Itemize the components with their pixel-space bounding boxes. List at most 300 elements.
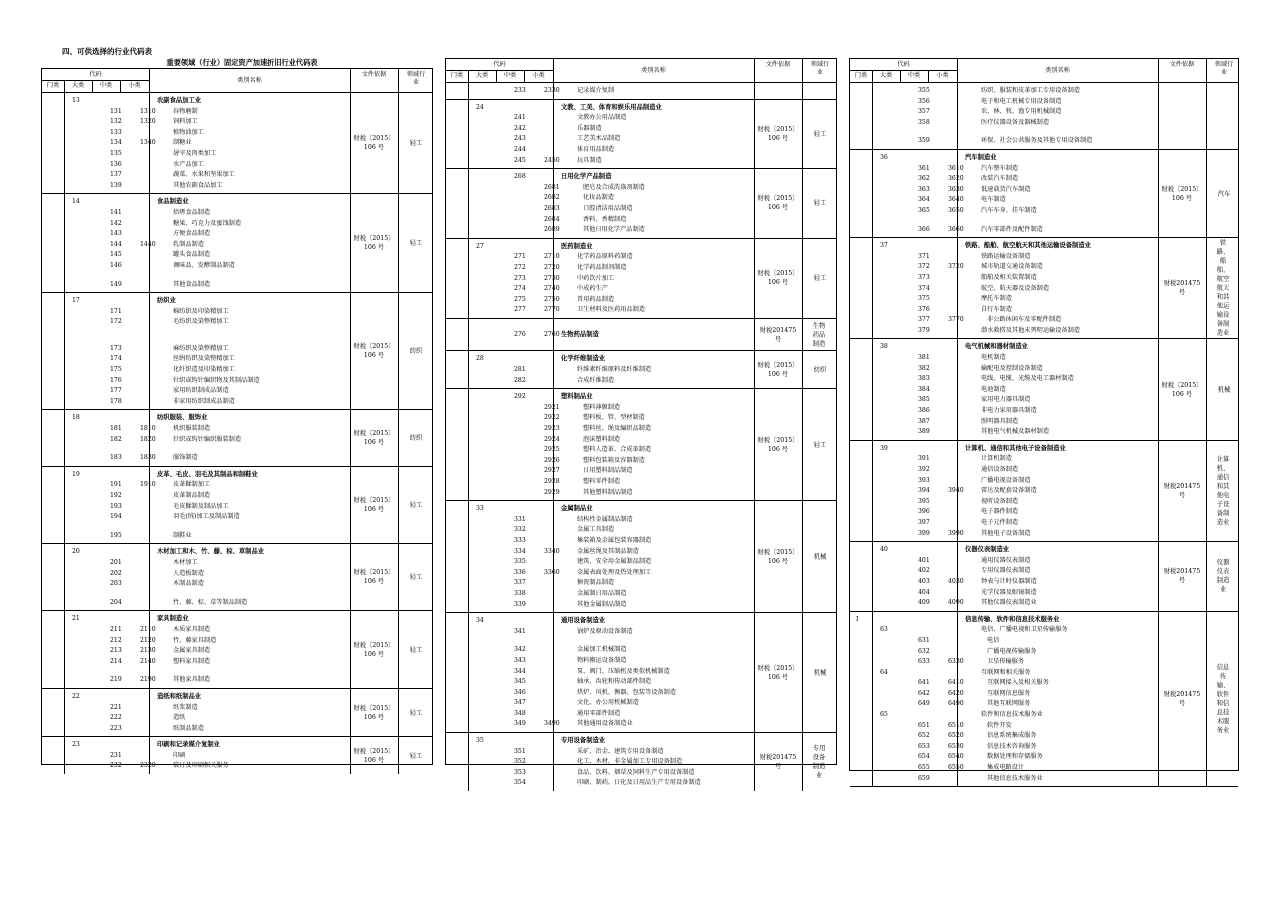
- table-row: [446, 86, 836, 97]
- code-xiao: 2922: [544, 414, 560, 422]
- file-basis: 财税〔2015〕106 号: [757, 436, 799, 453]
- code-table-panel-3: [849, 58, 1239, 782]
- category-name: 医疗仪器设备及器械制造: [981, 118, 1050, 126]
- file-basis: 财税〔2015〕106 号: [353, 569, 395, 586]
- code-xiao: 1440: [140, 240, 156, 248]
- category-name: 日用化学产品制造: [561, 173, 612, 181]
- category-name: 锅炉及原动设备制造: [577, 627, 633, 635]
- file-basis: 财税〔2015〕106 号: [353, 343, 395, 360]
- code-xiao: 6490: [948, 700, 964, 708]
- category-name: 塑料零件制造: [583, 478, 621, 485]
- code-da: 19: [72, 470, 80, 478]
- table-row: [850, 625, 1238, 636]
- code-xiao: 1910: [140, 481, 156, 489]
- category-name: 计算机、通信和其他电子设备制造业: [965, 444, 1066, 452]
- category-name: 采矿、冶金、建筑专用设备制造: [577, 747, 664, 755]
- code-xiao: 1310: [140, 107, 156, 115]
- code-zhong: 397: [918, 518, 930, 526]
- header-code: 代码: [897, 61, 910, 68]
- table-row: [42, 724, 432, 735]
- table-row: [850, 636, 1238, 647]
- category-name: 竹、藤、棕、草等制品制造: [173, 598, 248, 606]
- code-zhong: 211: [110, 625, 122, 633]
- code-zhong: 349: [514, 720, 526, 728]
- code-zhong: 371: [918, 252, 930, 260]
- table-row: [42, 317, 432, 328]
- category-name: 谷物磨制: [173, 107, 198, 115]
- category-name: 电信: [987, 636, 1000, 644]
- category-name: 汽车整车制造: [981, 164, 1019, 172]
- code-zhong: 381: [918, 354, 930, 362]
- code-zhong: 141: [110, 208, 122, 216]
- code-xiao: 2760: [544, 330, 560, 338]
- table-row: [850, 518, 1238, 529]
- code-zhong: 219: [110, 676, 122, 684]
- code-da: 24: [476, 103, 484, 111]
- table-header: [850, 59, 1238, 83]
- category-name: 机织服装制造: [173, 425, 211, 433]
- category-name: 农、林、牧、渔专用机械制造: [981, 108, 1062, 116]
- code-xiao: 1320: [140, 118, 156, 126]
- category-name: 光学仪器及眼镜制造: [981, 588, 1037, 596]
- table-row: [42, 675, 432, 686]
- code-zhong: 273: [514, 274, 526, 282]
- table-row: [446, 456, 836, 467]
- table-row: [850, 107, 1238, 118]
- category-name: 改装汽车制造: [981, 175, 1019, 183]
- code-xiao: 2924: [544, 435, 560, 443]
- table-row: [42, 547, 432, 558]
- industry-field: 铁路、船舶、航空航天和其他运输设备制造业: [1216, 239, 1230, 337]
- category-name: 搪瓷制品制造: [577, 579, 615, 587]
- code-xiao: 1810: [140, 425, 156, 433]
- category-name: 其他塑料制品制造: [583, 488, 633, 496]
- table-row: [850, 97, 1238, 108]
- code-da: 21: [72, 615, 80, 623]
- table-row: [850, 118, 1238, 129]
- code-xiao: 2730: [544, 274, 560, 282]
- code-zhong: 203: [110, 580, 122, 588]
- industry-field: 轻工: [813, 130, 827, 138]
- industry-field: 轻工: [813, 199, 827, 207]
- table-row: [42, 531, 432, 542]
- code-zhong: 395: [918, 497, 930, 505]
- category-name: 麻纺织及染整精加工: [173, 344, 229, 352]
- table-row: [446, 424, 836, 435]
- code-xiao: 2320: [140, 762, 156, 770]
- table-row: [446, 688, 836, 699]
- header-name: 类别名称: [641, 67, 666, 74]
- code-da: 20: [72, 548, 80, 556]
- table-row: [850, 444, 1238, 455]
- code-zhong: 137: [110, 171, 122, 179]
- code-zhong: 649: [918, 700, 930, 708]
- category-name: 饲料加工: [173, 118, 198, 126]
- category-name: 集成电路设计: [987, 764, 1025, 772]
- category-name: 非公路休闲车及零配件制造: [987, 316, 1062, 324]
- industry-field: 纺织: [409, 434, 423, 442]
- category-name: 金属加工机械制造: [577, 646, 627, 654]
- category-name: 造纸: [173, 714, 186, 722]
- code-zhong: 143: [110, 230, 122, 238]
- code-zhong: 214: [110, 657, 122, 665]
- table-row: [42, 376, 432, 387]
- table-row: [42, 397, 432, 408]
- file-basis: 财税201475 号: [759, 754, 797, 771]
- code-xiao: 2130: [140, 647, 156, 655]
- code-zhong: 222: [110, 714, 122, 722]
- category-name: 摩托车制造: [981, 295, 1012, 303]
- category-name: 其他电子设备制造: [981, 529, 1031, 537]
- table-row: [42, 160, 432, 171]
- table-row: [850, 86, 1238, 97]
- code-zhong: 337: [514, 579, 526, 587]
- category-name: 金属工具制造: [577, 526, 615, 534]
- table-row: [42, 197, 432, 208]
- table-row: [42, 96, 432, 107]
- file-basis: 财税〔2015〕106 号: [1161, 381, 1203, 398]
- code-zhong: 376: [918, 305, 930, 313]
- code-xiao: 2927: [544, 467, 560, 475]
- code-zhong: 651: [918, 721, 930, 729]
- code-xiao: 6330: [948, 658, 964, 666]
- category-name: 轴承、齿轮和传动部件制造: [577, 678, 652, 686]
- code-table-panel-2: [445, 58, 837, 787]
- category-name: 输配电及控制设备制造: [981, 364, 1043, 372]
- table-row: [446, 719, 836, 730]
- code-zhong: 344: [514, 667, 526, 675]
- category-name: 广播电视传输服务: [987, 647, 1037, 655]
- code-zhong: 183: [110, 454, 122, 462]
- file-basis: 财税〔2015〕106 号: [757, 664, 799, 681]
- category-name: 仪器仪表制造业: [965, 546, 1010, 554]
- code-zhong: 339: [514, 600, 526, 608]
- code-zhong: 389: [918, 428, 930, 436]
- category-name: 电信、广播电视和卫星传输服务: [981, 626, 1068, 634]
- category-name: 兽用药品制造: [577, 295, 615, 303]
- code-zhong: 242: [514, 124, 526, 132]
- category-name: 电线、电缆、光缆及电工器材制造: [981, 375, 1074, 383]
- category-name: 木制品制造: [173, 580, 204, 588]
- category-name: 电子器件制造: [981, 508, 1019, 516]
- industry-group: [42, 737, 432, 774]
- file-basis: 财税〔2015〕106 号: [1161, 185, 1203, 202]
- category-name: 其他互联网服务: [987, 700, 1031, 708]
- code-zhong: 292: [514, 393, 526, 401]
- code-zhong: 659: [918, 774, 930, 782]
- code-zhong: 409: [918, 599, 930, 607]
- table-row: [446, 736, 836, 747]
- code-xiao: 2120: [140, 636, 156, 644]
- industry-group: [446, 389, 836, 501]
- code-da: 64: [880, 668, 888, 676]
- category-name: 化纤织造及印染精加工: [173, 366, 235, 374]
- code-zhong: 353: [514, 768, 526, 776]
- code-zhong: 343: [514, 656, 526, 664]
- file-basis: 财税〔2015〕106 号: [353, 135, 395, 152]
- code-xiao: 3490: [544, 720, 560, 728]
- code-zhong: 385: [918, 396, 930, 404]
- table-row: [446, 536, 836, 547]
- table-row: [446, 403, 836, 414]
- category-name: 服饰制造: [173, 454, 198, 462]
- industry-group: [446, 169, 836, 239]
- industry-group: [850, 339, 1238, 440]
- category-name: 建筑、安全用金属制品制造: [577, 558, 652, 566]
- code-zhong: 232: [110, 762, 122, 770]
- code-zhong: 393: [918, 476, 930, 484]
- table-row: [850, 136, 1238, 147]
- header-men: 门类: [854, 72, 868, 79]
- category-name: 环保、社会公共服务及其他专用设备制造: [981, 137, 1093, 145]
- code-zhong: 346: [514, 688, 526, 696]
- code-zhong: 245: [514, 156, 526, 164]
- code-zhong: 363: [918, 185, 930, 193]
- code-da: 14: [72, 198, 80, 206]
- industry-group: [42, 467, 432, 545]
- code-da: 40: [880, 546, 888, 554]
- code-zhong: 354: [514, 779, 526, 787]
- category-name: 金属制品业: [561, 505, 593, 513]
- category-name: 软件开发: [987, 721, 1012, 729]
- table-row: [446, 225, 836, 236]
- category-name: 其他电气机械及器材制造: [981, 428, 1050, 436]
- industry-group: [446, 613, 836, 733]
- code-zhong: 341: [514, 627, 526, 635]
- category-name: 金属家具制造: [173, 647, 211, 655]
- table-row: [446, 145, 836, 156]
- category-name: 塑料板、管、型材制造: [583, 414, 645, 422]
- code-xiao: 4030: [948, 577, 964, 585]
- table-row: [850, 647, 1238, 658]
- category-name: 食品制造业: [157, 198, 189, 206]
- category-name: 纤维素纤维原料及纤维制造: [577, 366, 652, 374]
- table-row: [42, 625, 432, 636]
- code-xiao: 3620: [948, 175, 964, 183]
- category-name: 乐器制造: [577, 124, 602, 132]
- code-zhong: 384: [918, 385, 930, 393]
- table-row: [42, 413, 432, 424]
- industry-group: [42, 194, 432, 293]
- table-row: [42, 296, 432, 307]
- code-xiao: 3940: [948, 487, 964, 495]
- code-zhong: 392: [918, 466, 930, 473]
- file-basis: 财税201475 号: [1163, 690, 1201, 707]
- category-name: 水产品加工: [173, 160, 204, 168]
- code-da: 13: [72, 97, 80, 104]
- header-code: 代码: [89, 71, 102, 78]
- category-name: 塑料制品业: [561, 393, 593, 401]
- category-name: 蔬菜、水果和坚果加工: [173, 171, 235, 179]
- code-xiao: 2923: [544, 425, 560, 433]
- industry-group: [42, 689, 432, 737]
- table-row: [850, 731, 1238, 742]
- category-name: 竹、藤家具制造: [173, 636, 217, 644]
- industry-group: [446, 351, 836, 389]
- category-name: 卫生材料及医药用品制造: [577, 306, 646, 314]
- industry-group: [850, 441, 1238, 542]
- code-zhong: 375: [918, 295, 930, 303]
- industry-field: 轻工: [409, 646, 423, 654]
- category-name: 电池制造: [981, 385, 1006, 393]
- table-row: [42, 614, 432, 625]
- category-name: 电子元件制造: [981, 518, 1019, 526]
- category-name: 其他通用设备制造业: [577, 720, 633, 728]
- code-xiao: 2681: [544, 183, 560, 191]
- category-name: 方便食品制造: [173, 230, 211, 238]
- industry-group: [850, 83, 1238, 150]
- table-row: [850, 406, 1238, 417]
- category-name: 通用零部件制造: [577, 709, 621, 717]
- file-basis: 财税〔2015〕106 号: [353, 641, 395, 658]
- table-row: [850, 305, 1238, 316]
- file-basis: 财税201475 号: [1163, 568, 1201, 585]
- code-da: 37: [880, 242, 888, 250]
- category-name: 文化、办公用机械制造: [577, 699, 639, 707]
- table-row: [446, 295, 836, 306]
- industry-field: 轻工: [409, 239, 423, 247]
- industry-field: 轻工: [813, 441, 827, 449]
- table-row: [42, 261, 432, 272]
- table-row: [446, 183, 836, 194]
- header-da: 大类: [475, 72, 489, 79]
- table-row: [446, 477, 836, 488]
- code-zhong: 357: [918, 108, 930, 116]
- code-zhong: 194: [110, 513, 122, 521]
- industry-field: 轻工: [409, 501, 423, 509]
- category-name: 木材加工和木、竹、藤、棕、草制品业: [157, 548, 265, 556]
- industry-group: [850, 150, 1238, 238]
- table-row: [446, 709, 836, 720]
- table-row: [850, 657, 1238, 668]
- code-zhong: 362: [918, 175, 930, 183]
- code-zhong: 377: [918, 316, 930, 324]
- category-name: 泵、阀门、压缩机及类似机械制造: [577, 667, 670, 675]
- category-name: 塑料丝、绳及编织品制造: [583, 425, 652, 433]
- code-xiao: 2190: [140, 676, 156, 684]
- code-zhong: 347: [514, 699, 526, 707]
- code-zhong: 348: [514, 709, 526, 717]
- table-row: [446, 466, 836, 477]
- code-xiao: 6410: [948, 679, 964, 687]
- code-xiao: 2689: [544, 226, 560, 234]
- category-name: 制糖业: [173, 139, 192, 147]
- category-name: 信息系统集成服务: [987, 732, 1037, 740]
- table-row: [42, 470, 432, 481]
- table-row: [446, 515, 836, 526]
- code-xiao: 2684: [544, 215, 560, 223]
- category-name: 化工、木材、非金属加工专用设备制造: [577, 758, 683, 766]
- file-basis: 财税〔2015〕106 号: [757, 125, 799, 142]
- code-zhong: 282: [514, 376, 526, 384]
- code-zhong: 654: [918, 753, 930, 761]
- category-name: 家用纺织制成品制造: [173, 387, 229, 395]
- category-name: 棉纺织及印染精加工: [173, 307, 229, 315]
- category-name: 通用设备制造业: [561, 617, 606, 625]
- file-basis: 财税〔2015〕106 号: [757, 548, 799, 565]
- code-zhong: 201: [110, 558, 122, 566]
- category-name: 塑料薄膜制造: [583, 403, 621, 411]
- table-row: [42, 280, 432, 291]
- category-name: 纸制品制造: [173, 724, 204, 732]
- category-name: 调味品、发酵制品制造: [173, 261, 235, 269]
- table-row: [42, 558, 432, 569]
- code-zhong: 233: [514, 87, 526, 94]
- category-name: 屠宰及肉类加工: [173, 149, 217, 157]
- code-zhong: 342: [514, 646, 526, 654]
- table-row: [850, 507, 1238, 518]
- category-name: 生物药品制造: [561, 330, 599, 338]
- code-xiao: 3990: [948, 529, 964, 537]
- code-zhong: 404: [918, 588, 930, 596]
- header-xiao: 小类: [128, 82, 141, 89]
- code-xiao: 6530: [948, 742, 964, 750]
- code-table-panel-1: [41, 68, 433, 770]
- table-row: [850, 454, 1238, 465]
- code-xiao: 1340: [140, 139, 156, 147]
- code-zhong: 178: [110, 397, 122, 405]
- code-xiao: 3610: [948, 164, 964, 172]
- code-zhong: 382: [918, 364, 930, 372]
- code-zhong: 391: [918, 455, 930, 463]
- table-row: [42, 117, 432, 128]
- header-men: 门类: [46, 82, 60, 89]
- table-row: [850, 774, 1238, 785]
- table-row: [850, 710, 1238, 721]
- code-xiao: 6550: [948, 764, 964, 772]
- table-row: [42, 386, 432, 397]
- header-da: 大类: [71, 82, 85, 89]
- code-xiao: 2110: [140, 625, 156, 633]
- code-da: 22: [72, 692, 80, 700]
- code-da: 18: [72, 414, 80, 422]
- code-xiao: 6520: [948, 732, 964, 740]
- category-name: 农副食品加工业: [157, 97, 202, 104]
- table-row: [850, 668, 1238, 679]
- category-name: 中成药生产: [577, 285, 608, 293]
- category-name: 糖果、巧克力及蜜饯制造: [173, 219, 242, 227]
- industry-field: 计算机、通信和其他电子设备制造业: [1216, 455, 1230, 526]
- code-zhong: 655: [918, 764, 930, 772]
- category-name: 医药制造业: [561, 242, 593, 250]
- industry-group: [42, 544, 432, 611]
- code-zhong: 272: [514, 263, 526, 271]
- industry-group: [42, 93, 432, 194]
- code-zhong: 149: [110, 280, 122, 288]
- category-name: 广播电视设备制造: [981, 476, 1031, 484]
- category-name: 纺织、服装和皮革加工专用设备制造: [981, 87, 1080, 94]
- category-name: 其他日用化学产品制造: [583, 226, 645, 234]
- category-name: 合成纤维制造: [577, 376, 615, 384]
- category-name: 电机制造: [981, 354, 1006, 362]
- industry-field: 轻工: [409, 709, 423, 717]
- category-name: 日用塑料制品制造: [583, 467, 633, 475]
- category-name: 人造板制造: [173, 569, 204, 577]
- code-zhong: 352: [514, 758, 526, 766]
- table-title: 重要领域（行业）固定资产加速折旧行业代码表: [166, 58, 318, 67]
- category-name: 其他食品制造: [173, 280, 211, 288]
- code-xiao: 6510: [948, 721, 964, 729]
- code-zhong: 202: [110, 569, 122, 577]
- category-name: 互联网信息服务: [987, 689, 1031, 697]
- code-xiao: 2925: [544, 446, 560, 454]
- category-name: 羽毛(绒)加工及制品制造: [173, 513, 240, 521]
- table-row: [446, 627, 836, 638]
- header-da: 大类: [879, 72, 893, 79]
- category-name: 毛皮鞣制及制品加工: [173, 502, 229, 510]
- code-zhong: 277: [514, 306, 526, 314]
- code-xiao: 6540: [948, 753, 964, 761]
